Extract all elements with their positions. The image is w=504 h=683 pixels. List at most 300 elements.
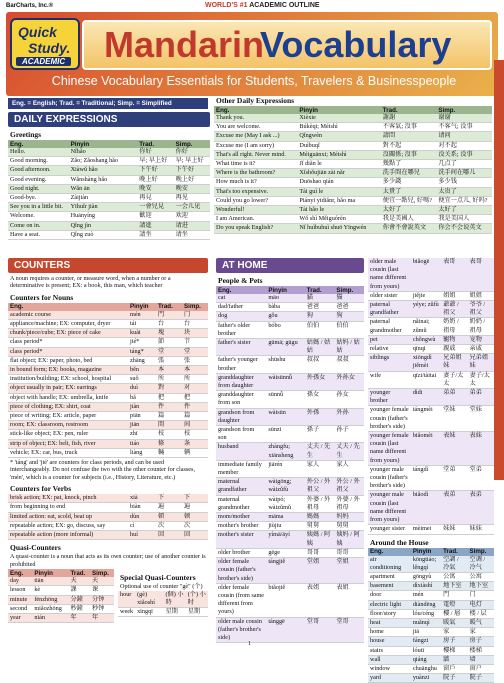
table-cell: 下 — [156, 494, 182, 503]
table-cell: mén — [411, 591, 441, 600]
column-header: Trad. — [441, 548, 467, 556]
table-cell: 外公 / 外祖父 — [305, 478, 335, 495]
table-cell: 哥哥 — [334, 548, 364, 557]
table-cell: (个) 小时 — [186, 591, 208, 608]
table-row — [8, 613, 114, 622]
table-cell: wàigōng; wàizǔfù — [266, 478, 304, 495]
table-row — [8, 194, 210, 203]
table-cell: object usually in pair; EX: earrings — [8, 384, 128, 393]
table-cell: 表哥 — [441, 258, 467, 291]
table-cell: piān — [128, 412, 156, 421]
table-cell: 便宜一点儿, 好吗? — [436, 196, 492, 205]
table-cell: See you in a little bit. — [8, 203, 69, 212]
table-cell: Good morning. — [8, 157, 69, 166]
table-cell: 节 — [182, 338, 208, 347]
table-cell: 歡迎 — [137, 212, 173, 221]
table-cell: Qǐng zuò — [69, 230, 138, 239]
table-row — [216, 339, 364, 356]
table-row — [8, 521, 208, 530]
table-cell: 所 — [156, 375, 182, 384]
table-row — [368, 572, 494, 581]
table-cell: kōngtiáo; lěngqì — [411, 556, 441, 573]
column-header: Trad. — [137, 140, 173, 148]
table-cell: dìdi — [411, 389, 441, 406]
table-cell: appliance/machine; EX: computer, dryer — [8, 320, 128, 329]
quickstudy-logo — [10, 18, 80, 70]
daily-expressions-heading: DAILY EXPRESSIONS — [8, 112, 210, 127]
table-cell: 孫女 — [305, 391, 335, 408]
table-cell: 伯伯 — [334, 321, 364, 338]
table-cell: 張 — [156, 356, 182, 365]
table-cell: 表哥 — [468, 258, 494, 291]
daily-expressions-panel — [8, 112, 210, 240]
table-cell: Jǐ diǎn le — [297, 160, 380, 169]
table-cell: 爸爸 — [334, 303, 364, 312]
table-row — [8, 430, 208, 439]
table-cell: biǎomèi — [411, 432, 441, 466]
table-cell: 我是美国人 — [436, 215, 492, 224]
table-row — [216, 321, 364, 338]
table-cell: minute — [8, 595, 32, 604]
table-cell: 院子 — [468, 674, 494, 683]
table-cell: cat — [216, 294, 266, 303]
table-cell: lesson — [8, 586, 32, 595]
table-cell: 節 — [156, 338, 182, 347]
table-cell: 門 — [156, 311, 182, 320]
table-cell: 表姐 — [305, 583, 335, 617]
table-cell: day — [8, 577, 32, 586]
table-cell: 遍 — [156, 503, 182, 512]
table-cell: bóbo — [266, 321, 304, 338]
table-cell: sūnnǚ — [266, 391, 304, 408]
table-row — [368, 318, 494, 335]
table-cell: Come on in. — [8, 221, 69, 230]
table-cell: 我是美國人 — [381, 215, 437, 224]
table-cell: 妻子/太太 — [441, 371, 467, 388]
table-row — [8, 184, 210, 193]
table-cell: dad/father — [216, 303, 266, 312]
table-cell: Where is the bathroom? — [214, 169, 297, 178]
table-cell: 奶奶 / 祖母 — [441, 318, 467, 335]
table-cell: 貓 — [305, 294, 335, 303]
table-cell: 太贵了 — [436, 187, 492, 196]
table-cell: hour — [118, 591, 135, 608]
column-header: Eng. — [8, 140, 69, 148]
table-cell: apartment — [368, 572, 411, 581]
table-row — [368, 258, 494, 291]
table-cell: 樓梯 — [441, 646, 467, 655]
table-cell: mén — [128, 311, 156, 320]
table-cell: institution/building; EX: school, hospital — [8, 375, 128, 384]
table-cell: 年 — [68, 613, 90, 622]
table-cell: 不客氣; 沒事 — [381, 123, 437, 132]
table-row — [8, 375, 208, 384]
table-cell: Wǎnshàng hǎo — [69, 175, 138, 184]
table-cell: chunk/piece/cube; EX: piece of cake — [8, 329, 128, 338]
table-cell: Huānyíng — [69, 212, 138, 221]
table-cell: younger sister — [368, 525, 411, 534]
table-cell: 次 — [156, 521, 182, 530]
column-header: Simp. — [182, 303, 208, 311]
table-cell: floor/story — [368, 609, 411, 618]
table-cell: 回 — [156, 531, 182, 540]
publisher-name: BarCharts, Inc.® — [6, 3, 53, 9]
table-row — [368, 618, 494, 627]
table-cell: 妻子/太太 — [468, 371, 494, 388]
table-cell: wàipó; wàizǔmǔ — [266, 495, 304, 512]
table-cell: 不客气; 没事 — [436, 123, 492, 132]
greetings-heading: Greetings — [10, 130, 210, 139]
table-row — [8, 503, 208, 512]
table-cell: 伯伯 — [305, 321, 335, 338]
table-row — [216, 373, 364, 390]
table-cell: 孙女 — [334, 391, 364, 408]
table-cell: 墙 — [468, 655, 494, 664]
table-row — [8, 402, 208, 411]
table-row — [214, 169, 492, 178]
table-cell: wàisūnnǚ — [266, 373, 304, 390]
other-daily-panel — [214, 96, 492, 234]
table-row — [368, 432, 494, 466]
table-cell: in bound form; EX: books, magazine — [8, 366, 128, 375]
table-cell: 丈夫 / 先生 — [305, 443, 335, 460]
table-cell: brisk action; EX: pat, knock, pinch — [8, 494, 128, 503]
table-cell: Zǎo; Zǎoshang hǎo — [69, 157, 138, 166]
table-cell: jiān — [128, 421, 156, 430]
table-cell: 家 — [441, 628, 467, 637]
table-cell: 房子 — [441, 637, 467, 646]
table-cell: 下 — [182, 494, 208, 503]
table-cell: 把 — [156, 393, 182, 402]
tagline — [205, 2, 320, 9]
table-row — [368, 674, 494, 683]
table-row — [368, 582, 494, 591]
table-cell: 妹妹 — [468, 525, 494, 534]
special-quasi-table — [118, 591, 208, 618]
table-row — [8, 338, 208, 347]
table-cell: Could you go lower? — [214, 196, 297, 205]
table-cell: second — [8, 604, 32, 613]
logo-line-3: ACADEMIC — [16, 57, 71, 66]
table-cell: 堂弟 — [441, 465, 467, 491]
table-cell: Wonderful! — [214, 206, 297, 215]
table-cell: Good afternoon. — [8, 166, 69, 175]
table-cell: jiějie — [411, 291, 441, 300]
table-cell: xiōngdì jiěmèi — [411, 354, 441, 371]
table-row — [8, 157, 210, 166]
table-row — [214, 224, 492, 233]
noun-counters-heading: Counters for Nouns — [10, 293, 208, 302]
column-header: Simp. — [334, 286, 364, 294]
people-pets-heading: People & Pets — [218, 276, 364, 285]
table-cell: fēnzhōng — [32, 595, 68, 604]
table-cell: 晚安 — [137, 184, 173, 193]
table-cell: lóu/céng — [411, 609, 441, 618]
title-word-1: Mandarin — [104, 24, 264, 66]
table-cell: chuānghu — [411, 664, 441, 673]
special-quasi-note: Optional use of counter "gè" (个) — [118, 583, 208, 590]
table-cell: What time is it? — [214, 160, 297, 169]
table-cell: 星期 — [164, 607, 186, 616]
table-cell: 星期 — [186, 607, 208, 616]
table-cell: 晚上好 — [174, 175, 210, 184]
table-cell: heat — [368, 618, 411, 627]
table-cell: tiáo — [128, 439, 156, 448]
table-cell: Duōshao qián — [297, 178, 380, 187]
table-cell: Piányi yīdiǎnr, hǎo ma — [297, 196, 380, 205]
table-cell: 窗戶 — [441, 664, 467, 673]
table-cell: 叔叔 — [334, 356, 364, 373]
table-cell: jiārén — [266, 460, 304, 477]
table-row — [214, 206, 492, 215]
table-cell: 所 — [182, 375, 208, 384]
table-row — [8, 347, 208, 356]
table-cell: 房子 — [468, 637, 494, 646]
table-row — [8, 148, 210, 157]
table-row — [8, 320, 208, 329]
table-cell: mèimei — [411, 525, 441, 534]
counters-heading: COUNTERS — [8, 258, 208, 273]
table-cell: mom/mother — [216, 513, 266, 522]
title-box — [82, 20, 492, 70]
table-cell: 回 — [182, 531, 208, 540]
table-cell: Yīhuǐr jiàn — [69, 203, 138, 212]
table-cell: 张 — [182, 356, 208, 365]
column-header: Pinyin — [411, 548, 441, 556]
table-cell: 外孙女 — [334, 373, 364, 390]
table-cell: Thank you. — [214, 114, 297, 123]
table-row — [368, 637, 494, 646]
column-header: Trad. — [305, 286, 335, 294]
table-cell: 妈妈 — [334, 513, 364, 522]
table-cell: repeatable action; EX: go, discuss, say — [8, 521, 128, 530]
table-cell: 孙子 — [334, 426, 364, 443]
table-cell: That's too expensive. — [214, 187, 297, 196]
table-cell: yéye; zǔfù — [411, 301, 441, 318]
column-header: Eng. — [216, 286, 266, 294]
table-row — [216, 548, 364, 557]
table-cell: 太好了 — [381, 206, 437, 215]
table-cell: limited action: eat, scold, beat up — [8, 512, 128, 521]
table-row — [8, 311, 208, 320]
table-cell: 没关系; 没事 — [436, 150, 492, 159]
at-home-panel-continued — [368, 258, 494, 683]
table-cell: 遍 — [182, 503, 208, 512]
table-cell: father's older brother — [216, 321, 266, 338]
table-cell: Have a seat. — [8, 230, 69, 239]
table-cell: Welcome. — [8, 212, 69, 221]
table-row — [214, 160, 492, 169]
table-cell: academic course — [8, 311, 128, 320]
column-header: Pinyin — [266, 286, 304, 294]
table-cell: 外孙 — [334, 408, 364, 425]
table-cell: (個) 小時 — [164, 591, 186, 608]
table-cell: 舅舅 — [305, 522, 335, 531]
table-cell: 親戚 — [441, 345, 467, 354]
table-cell: 表姐 — [334, 583, 364, 617]
table-cell: 外孫女 — [305, 373, 335, 390]
table-cell: older female cousin (from same different from yours) — [216, 583, 266, 617]
table-cell: kè — [32, 586, 68, 595]
table-cell: gǒu — [266, 312, 304, 321]
table-cell: 把 — [182, 393, 208, 402]
table-cell: 块 — [182, 329, 208, 338]
table-cell: father's younger brother — [216, 356, 266, 373]
table-cell: younger brother — [368, 389, 411, 406]
table-row — [368, 371, 494, 388]
table-cell: granddaughter from son — [216, 391, 266, 408]
table-row — [8, 512, 208, 521]
table-row — [8, 531, 208, 540]
table-cell: pet — [368, 335, 411, 344]
table-cell: 对不起 — [436, 141, 492, 150]
table-cell: That's all right. Never mind. — [214, 150, 297, 159]
table-cell: 丈夫 / 先生 — [334, 443, 364, 460]
table-cell: 牆 — [441, 655, 467, 664]
table-cell: 暖氣 — [441, 618, 467, 627]
table-row — [8, 448, 208, 457]
table-cell: xīngqī — [135, 607, 163, 616]
table-cell: air conditioning — [368, 556, 411, 573]
table-cell: Good-bye. — [8, 194, 69, 203]
table-row — [214, 141, 492, 150]
side-decoration-strip — [494, 60, 504, 480]
table-cell: paternal grandmother — [368, 318, 411, 335]
table-cell: 堂哥 — [305, 617, 335, 643]
table-cell: jié* — [128, 338, 156, 347]
table-cell: 洗手间在哪儿 — [436, 169, 492, 178]
table-cell: shūshu — [266, 356, 304, 373]
table-cell: door — [368, 591, 411, 600]
table-cell: gūmā; gūgu — [266, 339, 304, 356]
table-cell: 电灯 — [468, 600, 494, 609]
special-quasi-heading: Special Quasi-Counters — [120, 573, 208, 582]
table-cell: 兄弟姐妹 — [441, 354, 467, 371]
table-cell: 枝 — [156, 430, 182, 439]
table-cell: yuànzi — [411, 674, 441, 683]
column-header: Simp. — [436, 106, 492, 114]
table-cell: nǎinai; zǔmǔ — [411, 318, 441, 335]
table-cell: 门 — [468, 591, 494, 600]
table-cell: 谢谢 — [436, 114, 492, 123]
table-cell: dùn — [128, 512, 156, 521]
table-cell: bǎ — [128, 393, 156, 402]
table-cell: piece of writing; EX: article, paper — [8, 412, 128, 421]
table-cell: 件 — [182, 402, 208, 411]
table-row — [216, 495, 364, 512]
column-header: Trad. — [156, 303, 182, 311]
table-cell: Qǐngwèn — [297, 132, 380, 141]
table-cell: 晚上好 — [137, 175, 173, 184]
table-cell: mother's sister — [216, 531, 266, 548]
table-cell: 外婆 / 外祖母 — [334, 495, 364, 512]
table-row — [368, 664, 494, 673]
table-row — [216, 443, 364, 460]
table-cell: 頓 — [156, 512, 182, 521]
table-cell: tánggē — [266, 617, 304, 643]
table-row — [368, 389, 494, 406]
table-row — [368, 525, 494, 534]
table-cell: 多少錢 — [381, 178, 437, 187]
table-row — [214, 114, 492, 123]
table-row — [216, 558, 364, 584]
table-cell: Tài guì le — [297, 187, 380, 196]
column-header: Eng. — [214, 106, 297, 114]
column-header: Eng. — [368, 548, 411, 556]
table-row — [368, 591, 494, 600]
table-row — [368, 465, 494, 491]
table-cell: Xiàwǔ hǎo — [69, 166, 138, 175]
column-header: Eng. — [8, 303, 128, 311]
table-cell: cì — [128, 521, 156, 530]
table-cell: jiùjiu — [266, 522, 304, 531]
table-cell: mother's brother — [216, 522, 266, 531]
table-cell: táng* — [128, 347, 156, 356]
table-cell: older male cousin (last name different from yours) — [368, 258, 411, 291]
table-cell: 姑妈 / 姑姑 — [334, 339, 364, 356]
table-cell: 公寓 — [441, 572, 467, 581]
table-row — [8, 604, 114, 613]
table-cell: 一会儿见 — [174, 203, 210, 212]
table-cell: 門 — [441, 591, 467, 600]
table-cell: qīnqi — [411, 345, 441, 354]
table-cell: 奶奶 / 祖母 — [468, 318, 494, 335]
table-cell: suǒ — [128, 375, 156, 384]
table-cell: granddaughter from daughter — [216, 373, 266, 390]
table-cell: Qǐng jìn — [69, 221, 138, 230]
table-cell: 请坐 — [174, 230, 210, 239]
table-cell: week — [118, 607, 135, 616]
table-cell: 暖气 — [468, 618, 494, 627]
table-cell: bàba — [266, 303, 304, 312]
table-cell: I am American. — [214, 215, 297, 224]
counters-footnote: * 'táng' and 'jié' are counters for class periods, and can be used interchangeably. Do not confuse the two with the other counter for classes, 'mén', which is a counter for subjects (i.e., History, Literature, etc.) — [8, 459, 208, 481]
table-cell: window — [368, 664, 411, 673]
table-cell: 洗手間在哪兒 — [381, 169, 437, 178]
table-cell: wàisūn — [266, 408, 304, 425]
page-number: 1 — [248, 641, 251, 647]
table-row — [216, 408, 364, 425]
table-cell: zhāng — [128, 356, 156, 365]
table-cell: from beginning to end — [8, 503, 128, 512]
table-cell: biǎogē — [411, 258, 441, 291]
table-cell: 台 — [156, 320, 182, 329]
at-home-heading: AT HOME — [216, 258, 364, 273]
table-cell: 早; 早上好 — [137, 157, 173, 166]
table-cell: 本 — [182, 366, 208, 375]
table-row — [214, 150, 492, 159]
table-cell: 台 — [182, 320, 208, 329]
quasi-counters-table — [8, 569, 114, 623]
table-row — [8, 421, 208, 430]
table-cell: 件 — [156, 402, 182, 411]
table-cell: 对 — [182, 384, 208, 393]
table-cell: qīzi/tàitai — [411, 371, 441, 388]
counters-panel — [8, 258, 208, 623]
table-cell: grandson from son — [216, 426, 266, 443]
table-row — [8, 175, 210, 184]
table-cell: 哥哥 — [305, 548, 335, 557]
table-cell: immediate family member — [216, 460, 266, 477]
table-cell: 本 — [156, 366, 182, 375]
table-row — [118, 591, 208, 608]
table-cell: gōngyù — [411, 572, 441, 581]
table-row — [8, 412, 208, 421]
table-cell: 對 — [156, 384, 182, 393]
table-cell: 枝 — [182, 430, 208, 439]
table-cell: grandson from daughter — [216, 408, 266, 425]
table-cell: younger female cousin (father's brother's side) — [368, 406, 411, 432]
